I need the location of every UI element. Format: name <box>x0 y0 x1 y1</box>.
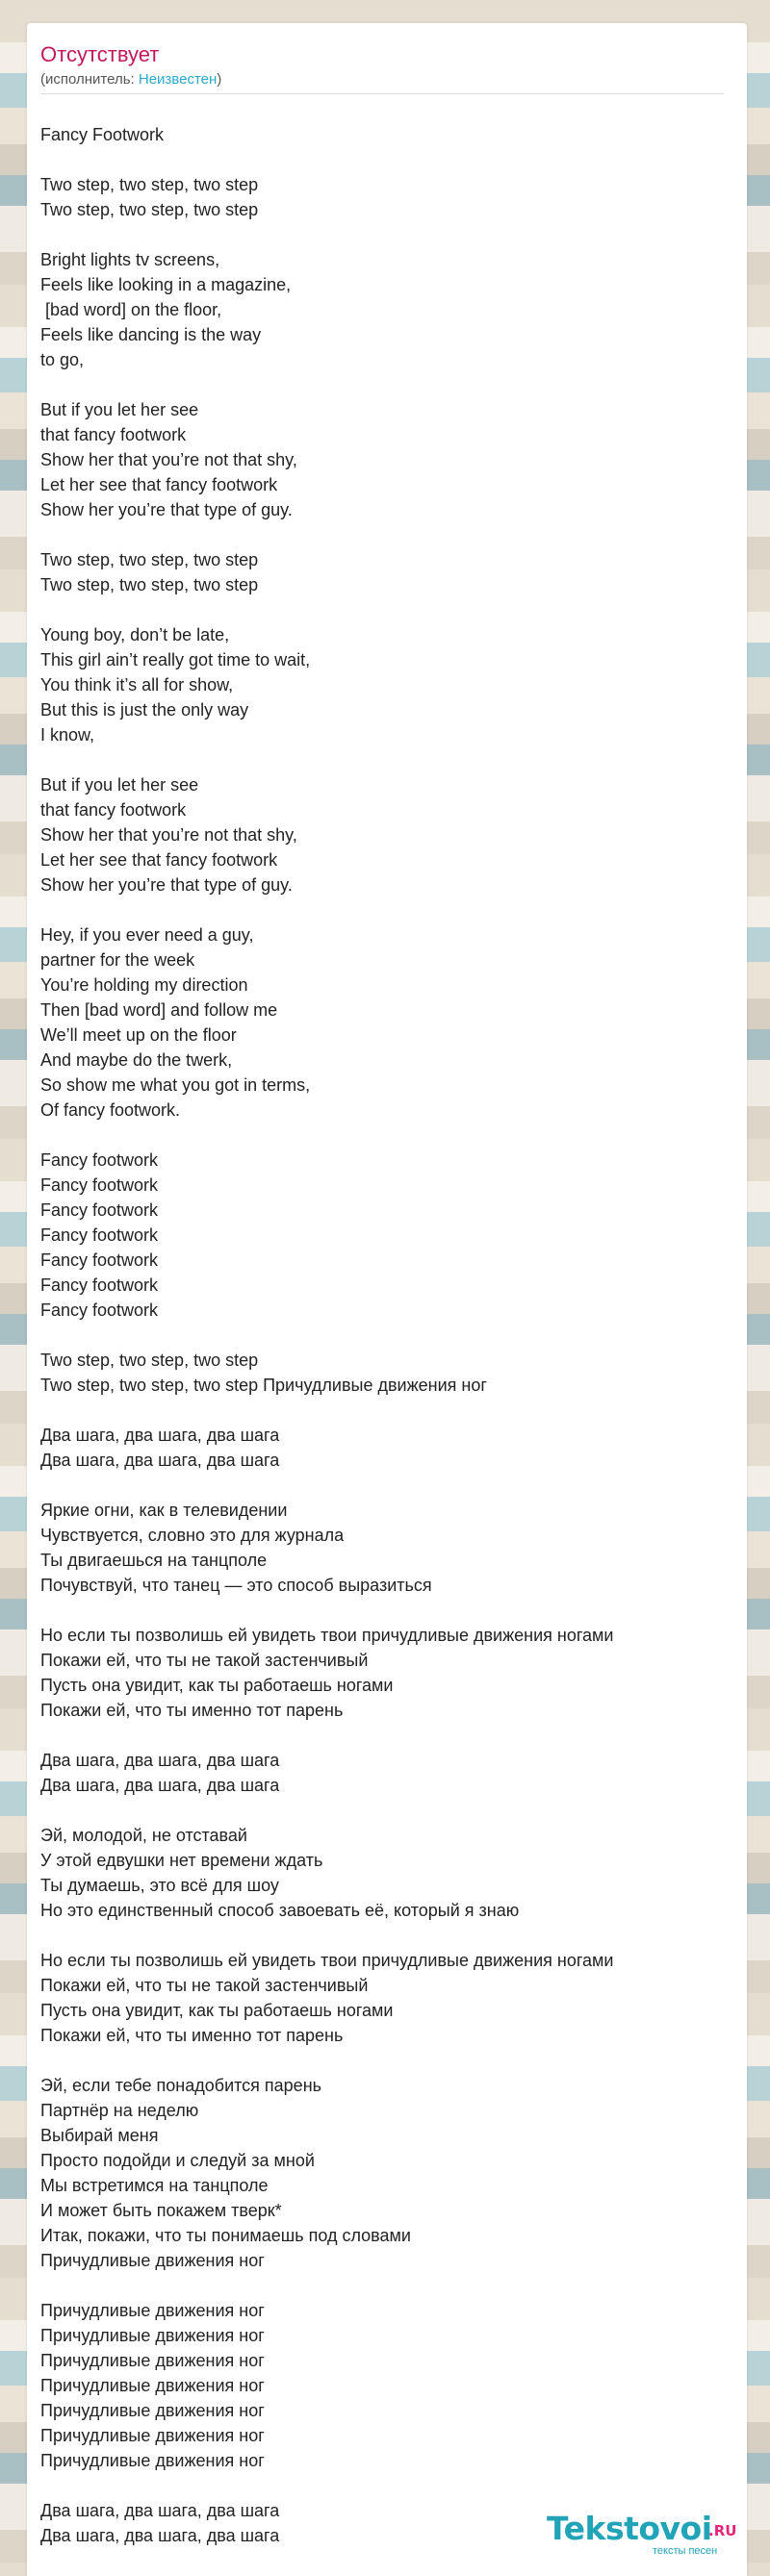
logo-tagline: тексты песен <box>653 2545 718 2557</box>
logo-domain: .RU <box>708 2522 737 2539</box>
artist-suffix: ) <box>217 71 222 88</box>
artist-line <box>40 70 221 89</box>
artist-prefix: (исполнитель: <box>40 71 139 88</box>
lyrics-text: Fancy Footwork Two step, two step, two step Two step, two step, two step Bright lights tv screens, Feels like looking in a magazine, [bad word] on the floor, Feels like dancing is the way to go, But if you let her see that fancy footwork Show her that you’re not that shy, Let her see that fancy footwork Show her you’re that type of guy. Two step, two step, two step Two step, two step, two step Young boy, don’t be late, This girl ain’t really got time to wait, You think it’s all for show, But this is just the only way I know, But if you let her see that fancy footwork Show her that you’re not that shy, Let her see that fancy footwork Show her you’re that type of guy. Hey, if you ever need a guy, partner for the week You’re holding my direction Then [bad word] and follow me We’ll meet up on the floor And maybe do the twerk, So show me what you got in terms, Of fancy footwork. Fancy footwork Fancy footwork Fancy footwork Fancy footwork Fancy footwork Fancy footwork Fancy footwork Two step, two step, two step Two step, two step, two step Причудливые движения ног Два шага, два шага, два шага Два шага, два шага, два шага Яркие огни, как в телевидении Чувствуется, словно это для журнала Ты двигаешься на танцполе Почувствуй, что танец — это способ выразиться Но если ты позволишь ей увидеть твои причудливые движения ногами Покажи ей, что ты не такой застенчивый Пусть она увидит, как ты работаешь ногами Покажи ей, что ты именно тот парень Два шага, два шага, два шага Два шага, два шага, два шага Эй, молодой, не отставай У этой едвушки нет времени ждать Ты думаешь, это всё для шоу Но это единственный способ завоевать её, который я знаю Но если ты позволишь ей увидеть твои причудливые движения ногами Покажи ей, что ты не такой застенчивый Пусть она увидит, как ты работаешь ногами Покажи ей, что ты именно тот парень Эй, если тебе понадобится парень Партнёр на неделю Выбирай меня Просто подойди и следуй за мной Мы встретимся на танцполе И может быть покажем тверк* Итак, покажи, что ты понимаешь под словами Причудливые движения ног Причудливые движения ног Причудливые движения ног Причудливые движения ног Причудливые движения ног Причудливые движения ног Причудливые движения ног Причудливые движения ног Два шага, два шага, два шага Два шага, два шага, два шага <box>40 125 614 2545</box>
title-divider <box>40 93 724 94</box>
lyrics-card <box>27 23 747 2576</box>
logo-wordmark: Tekstovoi <box>547 2510 712 2547</box>
artist-link[interactable]: Неизвестен <box>138 71 218 88</box>
site-logo[interactable] <box>547 2511 741 2563</box>
song-title: Отсутствует <box>40 42 160 66</box>
